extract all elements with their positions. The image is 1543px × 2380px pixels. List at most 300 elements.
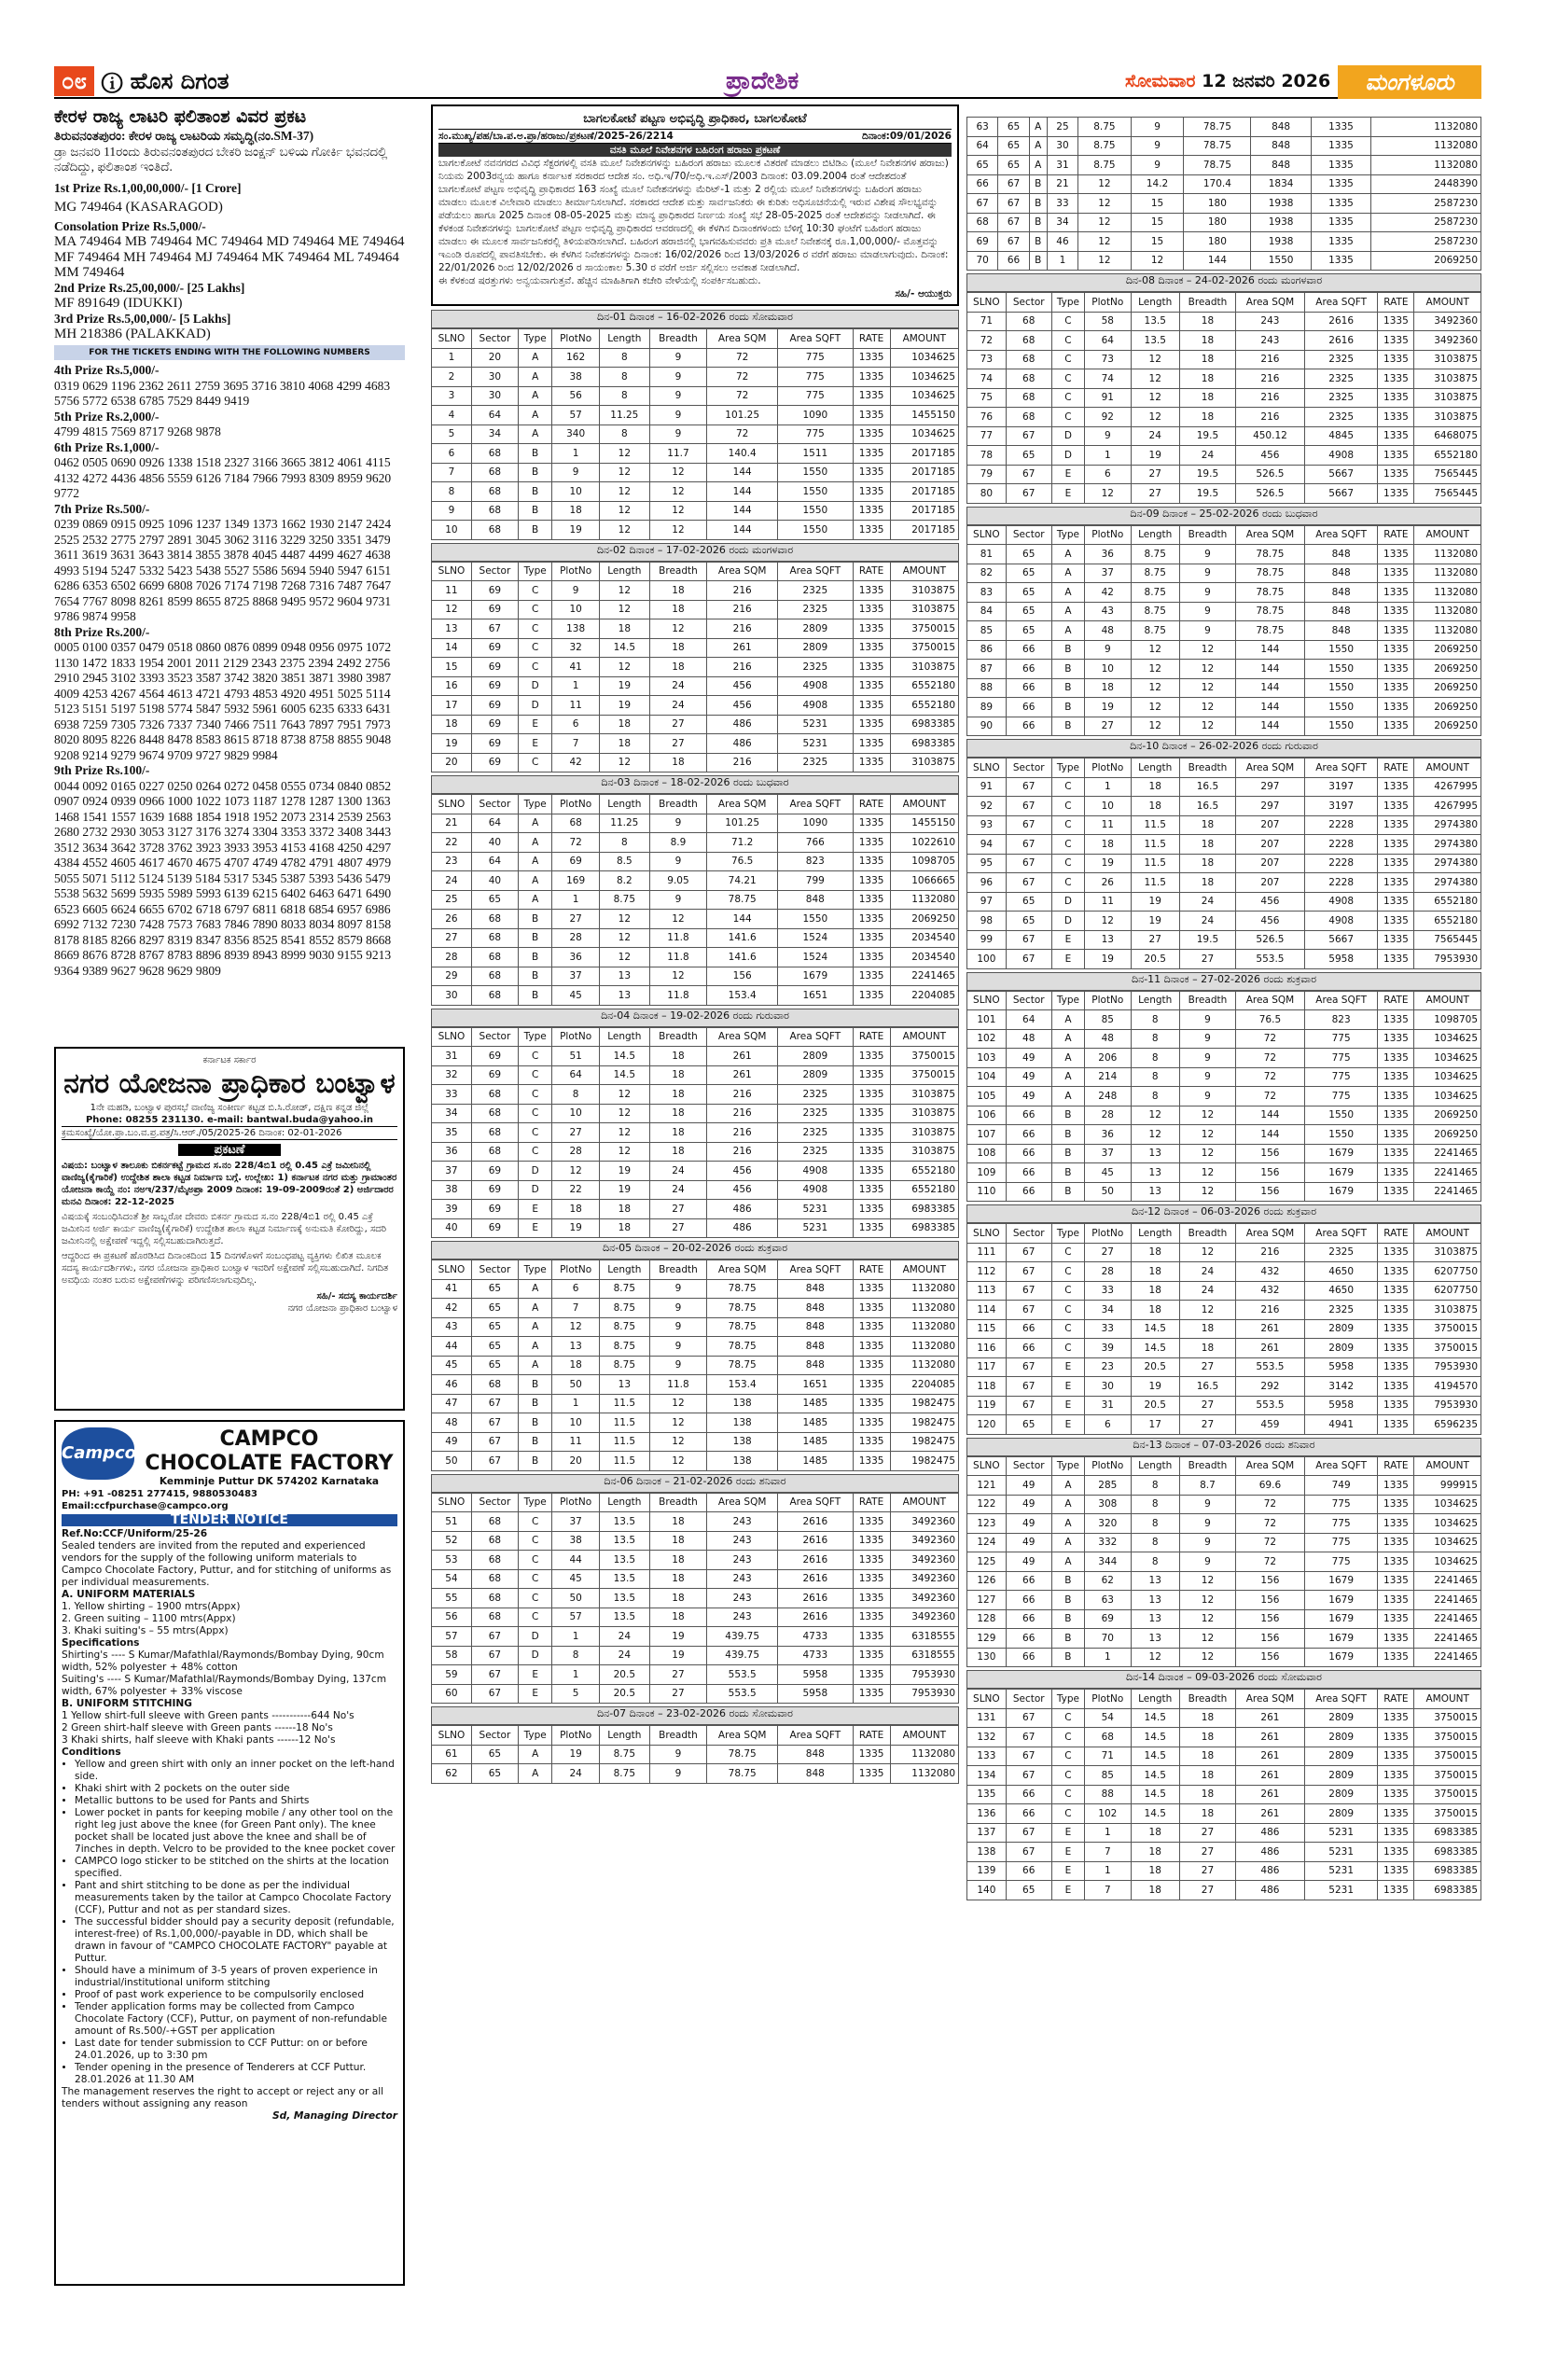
table-cell: 79 <box>967 465 1007 484</box>
table-cell: 1 <box>1047 251 1077 271</box>
table-cell: 10 <box>552 482 600 502</box>
table-cell: 15 <box>432 658 472 677</box>
table-cell: 62 <box>432 1764 472 1784</box>
buda-body-2: ಆದ್ದರಿಂದ ಈ ಪ್ರಕಟಣೆ ಹೊರಡಿಸಿದ ದಿನಾಂಕದಿಂದ 15 ದಿನಗಳೊಳಗೆ ಸಂಬಂಧಪಟ್ಟ ವ್ಯಕ್ತಿಗಳು ಲಿಖಿತ ಮೂಲಕ ಸದಸ್ಯ ಕಾರ್ಯದರ್ಶಿಗಳು, ನಗರ ಯೋಜನಾ ಪ್ರಾಧಿಕಾರ ಬಂಟ್ವಾಳ ಇವರಿಗೆ ಅಕ್ಷೇಪಣೆ ಸಲ್ಲಿಸಬಹುದಾಗಿದೆ. ನಿಗದಿತ ಅವಧಿಯ ನಂತರ ಬರುವ ಅಕ್ಷೇಪಣೆಗಳನ್ನು ಪರಿಗಣಿಸಲಾಗುವುದಿಲ್ಲ. <box>62 1251 389 1286</box>
table-row <box>967 484 1481 504</box>
table-cell: 69 <box>552 852 600 871</box>
column-header: Breadth <box>1179 759 1235 778</box>
table-cell: 44 <box>552 1551 600 1570</box>
condition-item: • Tender opening in the presence of Tenderers at CCF Puttur. 28.01.2026 at 11.30 AM <box>75 2062 397 2086</box>
table-cell: 68 <box>471 1104 518 1123</box>
table-cell: 65 <box>471 1356 518 1375</box>
table-row <box>967 1629 1481 1649</box>
table-cell: 27 <box>1179 950 1235 969</box>
column-header: Type <box>1051 759 1084 778</box>
table-cell: 775 <box>778 425 853 444</box>
table-cell: 33 <box>1047 194 1077 214</box>
table-cell: 16 <box>432 676 472 696</box>
table-row <box>967 621 1481 641</box>
table-cell: 18 <box>1179 1747 1235 1766</box>
table-cell: 27 <box>1179 1823 1235 1843</box>
table-row <box>432 967 959 986</box>
table-row <box>432 348 959 368</box>
table-cell: 65 <box>967 156 998 175</box>
table-cell: 18 <box>649 658 707 677</box>
table-header-row <box>967 293 1481 313</box>
table-cell: 66 <box>1006 1785 1051 1804</box>
column-header: Breadth <box>1179 525 1235 545</box>
table-cell: 18 <box>1179 1339 1235 1358</box>
table-cell: E <box>519 1200 552 1219</box>
table-cell: 48 <box>1006 1029 1051 1049</box>
stitching-heading: B. UNIFORM STITCHING <box>62 1698 192 1709</box>
table-row <box>967 350 1481 369</box>
table-cell: 36 <box>432 1142 472 1162</box>
table-cell: 13 <box>1131 1591 1179 1610</box>
table-cell: 65 <box>471 1337 518 1357</box>
table-cell: 72 <box>967 331 1007 351</box>
column-header: Area SQFT <box>1304 1224 1377 1244</box>
auction-table <box>966 292 1481 504</box>
table-cell: 6552180 <box>1414 912 1481 931</box>
table-cell: 2069250 <box>1414 678 1481 698</box>
column-header: SLNO <box>967 525 1007 545</box>
table-cell: 1550 <box>1304 698 1377 717</box>
table-cell: 243 <box>707 1551 778 1570</box>
table-cell: 67 <box>967 194 998 214</box>
table-cell: 823 <box>778 852 853 871</box>
table-cell: 32 <box>432 1065 472 1085</box>
table-cell: 30 <box>471 386 518 406</box>
table-cell: 66 <box>1006 1125 1051 1145</box>
table-cell: A <box>519 1299 552 1318</box>
table-row <box>967 251 1481 271</box>
column-header: SLNO <box>432 1027 472 1047</box>
table-row <box>432 1531 959 1551</box>
table-cell: 2 <box>432 368 472 387</box>
table-cell: 1335 <box>1378 1182 1414 1202</box>
column-header: Area SQFT <box>778 329 853 349</box>
table-cell: 1335 <box>853 890 890 910</box>
table-cell: 1 <box>552 1394 600 1413</box>
table-cell: 43 <box>1085 602 1131 621</box>
table-cell: 102 <box>967 1029 1007 1049</box>
table-cell: 18 <box>1085 835 1131 855</box>
table-cell: 1550 <box>1304 1106 1377 1125</box>
table-cell: 144 <box>1235 717 1304 736</box>
table-cell: 2017185 <box>890 444 958 464</box>
table-cell: 6983385 <box>890 1200 958 1219</box>
table-cell: 1335 <box>1378 602 1414 621</box>
table-cell: C <box>1051 1243 1084 1262</box>
table-cell: 216 <box>1235 369 1304 389</box>
table-cell: 19 <box>599 696 649 716</box>
table-row <box>967 1087 1481 1106</box>
table-cell: A <box>519 1764 552 1784</box>
table-cell: 65 <box>471 1317 518 1337</box>
column-header: Length <box>1131 1456 1179 1476</box>
table-cell: 1335 <box>853 1684 890 1704</box>
table-row <box>432 928 959 948</box>
column-header: Area SQFT <box>778 1027 853 1047</box>
table-cell: 67 <box>1006 1301 1051 1320</box>
table-cell: B <box>1051 1629 1084 1649</box>
column-header: Area SQM <box>707 1493 778 1512</box>
table-cell: 2325 <box>778 1142 853 1162</box>
table-cell: 2241465 <box>1414 1182 1481 1202</box>
table-cell: C <box>519 1142 552 1162</box>
table-cell: 86 <box>967 640 1007 660</box>
table-cell: 85 <box>967 621 1007 641</box>
table-cell: 7 <box>1085 1843 1131 1862</box>
table-cell: 1335 <box>853 1627 890 1647</box>
table-cell: 1550 <box>1304 717 1377 736</box>
table-cell: 55 <box>432 1589 472 1608</box>
table-cell: 11.5 <box>1131 835 1179 855</box>
table-cell: 1 <box>1085 777 1131 797</box>
table-cell: 67 <box>471 1452 518 1471</box>
table-cell: 64 <box>471 852 518 871</box>
column-header: Type <box>519 1260 552 1280</box>
column-header: Breadth <box>649 1726 707 1746</box>
column-header: PlotNo <box>552 795 600 814</box>
table-cell: 1335 <box>1378 1648 1414 1667</box>
table-cell: 117 <box>967 1357 1007 1377</box>
auction-table <box>966 991 1481 1203</box>
table-cell: 2069250 <box>1414 640 1481 660</box>
table-cell: 8 <box>1131 1049 1179 1068</box>
table-cell: 486 <box>707 734 778 754</box>
table-cell: 2587230 <box>1371 232 1481 252</box>
table-cell: 73 <box>967 350 1007 369</box>
table-cell: 1335 <box>1378 388 1414 408</box>
column-header: Sector <box>1006 1690 1051 1709</box>
table-cell: 27 <box>432 928 472 948</box>
table-cell: 64 <box>471 406 518 425</box>
table-cell: 23 <box>1085 1357 1131 1377</box>
table-cell: 3750015 <box>890 619 958 639</box>
table-cell: 78.75 <box>707 1299 778 1318</box>
table-row <box>432 1551 959 1570</box>
table-cell: 1679 <box>1304 1629 1377 1649</box>
table-cell: 65 <box>998 118 1029 137</box>
table-cell: 46 <box>1047 232 1077 252</box>
fifth-prize-numbers: 4799 4815 7569 8717 9268 9878 <box>54 425 221 438</box>
table-cell: 1550 <box>1304 1125 1377 1145</box>
table-cell: 18 <box>1131 1301 1179 1320</box>
table-cell: 1335 <box>853 1745 890 1764</box>
column-header: SLNO <box>432 1726 472 1746</box>
table-cell: 12 <box>1131 251 1184 271</box>
table-cell: A <box>1051 564 1084 583</box>
table-cell: 1335 <box>1378 678 1414 698</box>
table-cell: 3103875 <box>1414 369 1481 389</box>
table-cell: 24 <box>1179 1262 1235 1282</box>
table-cell: 2034540 <box>890 928 958 948</box>
table-cell: 25 <box>432 890 472 910</box>
column-header: AMOUNT <box>890 1027 958 1047</box>
table-cell: 9 <box>649 1764 707 1784</box>
table-cell: 5 <box>432 425 472 444</box>
table-cell: 67 <box>998 213 1029 232</box>
table-cell: 1335 <box>1378 1591 1414 1610</box>
sixth-prize: 6th Prize Rs.1,000/- <box>54 439 160 454</box>
table-row <box>967 1785 1481 1804</box>
table-cell: A <box>1051 545 1084 564</box>
table-cell: 60 <box>432 1684 472 1704</box>
table-cell: 18 <box>1131 1823 1179 1843</box>
table-cell: 3492360 <box>890 1608 958 1627</box>
table-cell: 47 <box>432 1394 472 1413</box>
table-row <box>967 1747 1481 1766</box>
table-cell: 12 <box>1131 640 1179 660</box>
column-header: RATE <box>1378 525 1414 545</box>
table-cell: E <box>1051 1396 1084 1415</box>
table-row <box>967 1571 1481 1591</box>
table-cell: 456 <box>707 1180 778 1200</box>
table-cell: 69 <box>471 734 518 754</box>
table-row <box>432 444 959 464</box>
table-cell: 20 <box>552 1452 600 1471</box>
table-cell: 9 <box>1131 136 1184 156</box>
table-cell: 1132080 <box>1414 583 1481 603</box>
table-cell: 30 <box>471 368 518 387</box>
table-cell: B <box>519 1413 552 1433</box>
table-cell: 1034625 <box>1414 1087 1481 1106</box>
table-cell: C <box>519 1608 552 1627</box>
table-cell: 27 <box>649 1684 707 1704</box>
table-cell: 18 <box>1131 1262 1179 1282</box>
table-cell: 2325 <box>778 1104 853 1123</box>
table-cell: 6552180 <box>890 696 958 716</box>
table-cell: 2809 <box>1304 1747 1377 1766</box>
table-cell: 51 <box>432 1512 472 1532</box>
table-cell: 67 <box>1006 930 1051 950</box>
table-row <box>967 1728 1481 1747</box>
column-header: Area SQM <box>1235 293 1304 313</box>
table-cell: 2325 <box>778 1085 853 1105</box>
table-cell: 18 <box>599 734 649 754</box>
table-cell: 68 <box>471 986 518 1006</box>
table-row <box>432 814 959 833</box>
table-cell: 2974380 <box>1414 854 1481 873</box>
table-cell: 5231 <box>778 1218 853 1238</box>
table-cell: 4941 <box>1304 1415 1377 1435</box>
table-cell: 1335 <box>1378 1281 1414 1301</box>
column-header: RATE <box>1378 1456 1414 1476</box>
table-cell: 8 <box>1131 1029 1179 1049</box>
table-cell: 1335 <box>853 1162 890 1181</box>
table-row <box>967 174 1481 194</box>
table-cell: 1335 <box>1378 1766 1414 1786</box>
table-cell: 18 <box>1179 854 1235 873</box>
table-cell: 72 <box>707 348 778 368</box>
table-cell: 129 <box>967 1629 1007 1649</box>
table-cell: 1335 <box>1378 1728 1414 1747</box>
table-row <box>967 1609 1481 1629</box>
table-cell: 72 <box>1235 1087 1304 1106</box>
table-cell: 144 <box>1235 1125 1304 1145</box>
table-cell: 64 <box>967 136 998 156</box>
column-header: Area SQM <box>707 562 778 581</box>
table-cell: 45 <box>552 1569 600 1589</box>
table-cell: E <box>519 1665 552 1685</box>
table-row <box>967 1476 1481 1496</box>
table-cell: 1335 <box>853 581 890 601</box>
table-row <box>967 835 1481 855</box>
table-row <box>432 368 959 387</box>
table-header-row <box>432 562 959 581</box>
column-header: SLNO <box>967 1456 1007 1476</box>
table-cell: 12 <box>649 1432 707 1452</box>
table-cell: 138 <box>552 619 600 639</box>
table-cell: 3492360 <box>890 1512 958 1532</box>
column-header: Breadth <box>1179 1456 1235 1476</box>
campco-address: Kemminje Puttur DK 574202 Karnataka <box>159 1476 380 1487</box>
table-cell: 95 <box>967 854 1007 873</box>
table-cell: 66 <box>1006 698 1051 717</box>
table-row <box>432 1162 959 1181</box>
table-row <box>967 1804 1481 1824</box>
seventh-prize-numbers: 0239 0869 0915 0925 1096 1237 1349 1373 1662 1930 2147 2424 2525 2532 2775 2797 2891 3045 3062 3116 3229 3250 3351 3479 3611 3619 3631 3643 3814 3855 3878 4045 4487 4499 4627 4638 4993 5194 5247 5332 5423 5438 5527 5586 5694 5940 5947 6151 6286 6353 6502 6699 6808 7026 7174 7198 7268 7316 7487 7647 7654 7767 8098 8261 8599 8655 8725 8868 9495 9572 9604 9731 9786 9874 9958 <box>54 517 392 623</box>
table-cell: 123 <box>967 1514 1007 1534</box>
column-header: RATE <box>1378 759 1414 778</box>
lottery-intro-2: ಡ್ರಾ ಜನವರಿ 11ರಂದು ತಿರುವನಂತಪುರದ ಬೇಕರಿ ಜಂಕ್ಷನ್ ಬಳಿಯ ಗೋರ್ಕಿ ಭವನದಲ್ಲಿ ನಡೆದಿದ್ದು, ಫಲಿತಾಂಶ ಇಂತಿದೆ. <box>54 144 388 174</box>
table-cell: E <box>1051 465 1084 484</box>
table-row <box>967 1029 1481 1049</box>
table-cell: 8 <box>1131 1533 1179 1552</box>
table-cell: 1524 <box>778 948 853 967</box>
table-cell: 1550 <box>778 521 853 540</box>
table-cell: 85 <box>1085 1010 1131 1030</box>
table-cell: 18 <box>1179 312 1235 331</box>
table-cell: 68 <box>1006 331 1051 351</box>
column-header: Length <box>1131 525 1179 545</box>
table-cell: 1335 <box>1378 1243 1414 1262</box>
table-cell: 21 <box>1047 174 1077 194</box>
table-cell: 67 <box>1006 1281 1051 1301</box>
day-heading: ದಿನ-07 ದಿನಾಂಕ – 23-02-2026 ರಂದು ಸೋಮವಾರ <box>431 1706 959 1725</box>
table-cell: 18 <box>1179 350 1235 369</box>
table-row <box>967 1881 1481 1900</box>
table-cell: 2448390 <box>1371 174 1481 194</box>
table-row <box>967 1049 1481 1068</box>
table-cell: 120 <box>967 1415 1007 1435</box>
table-cell: 24 <box>649 1180 707 1200</box>
table-cell: 90 <box>967 717 1007 736</box>
table-cell: 78.75 <box>707 1745 778 1764</box>
table-cell: 216 <box>707 1123 778 1143</box>
table-cell: C <box>1051 1281 1084 1301</box>
table-cell: 18 <box>649 1608 707 1627</box>
table-cell: 292 <box>1235 1377 1304 1397</box>
table-row <box>432 1684 959 1704</box>
table-cell: 12 <box>1179 1163 1235 1183</box>
table-cell: 13 <box>599 1375 649 1395</box>
table-cell: 9 <box>649 386 707 406</box>
table-cell: 14.5 <box>1131 1319 1179 1339</box>
table-cell: 1335 <box>1311 136 1370 156</box>
table-cell: 13.5 <box>599 1608 649 1627</box>
table-cell: 1 <box>1085 1648 1131 1667</box>
condition-item: • CAMPCO logo sticker to be stitched on the shirts at the location specified. <box>75 1856 397 1880</box>
table-cell: 12 <box>599 521 649 540</box>
table-row <box>432 1337 959 1357</box>
table-cell: 19 <box>552 521 600 540</box>
table-cell: B <box>1051 1648 1084 1667</box>
table-cell: 67 <box>1006 797 1051 816</box>
table-cell: 1335 <box>853 463 890 482</box>
table-cell: 2587230 <box>1371 194 1481 214</box>
table-cell: 1132080 <box>1371 136 1481 156</box>
table-cell: A <box>519 1317 552 1337</box>
table-cell: 65 <box>1006 545 1051 564</box>
table-cell: 6983385 <box>1414 1823 1481 1843</box>
table-cell: 261 <box>1235 1339 1304 1358</box>
table-cell: 13.5 <box>599 1589 649 1608</box>
table-cell: 13 <box>1131 1144 1179 1163</box>
masthead: ⓘ ಹೊಸ ದಿಗಂತ <box>101 68 229 94</box>
column-header: Type <box>519 1493 552 1512</box>
table-cell: 18 <box>552 501 600 521</box>
table-cell: 67 <box>471 1665 518 1685</box>
table-cell: 9 <box>649 1745 707 1764</box>
notice-ref-row <box>438 129 952 144</box>
table-cell: 78.75 <box>707 1337 778 1357</box>
table-cell: 9 <box>1131 156 1184 175</box>
table-cell: 297 <box>1235 777 1304 797</box>
table-cell: 69 <box>1085 1609 1131 1629</box>
table-cell: 24 <box>1179 446 1235 466</box>
table-cell: 12 <box>649 482 707 502</box>
table-cell: 749 <box>1304 1476 1377 1496</box>
column-header: PlotNo <box>552 1493 600 1512</box>
table-cell: 114 <box>967 1301 1007 1320</box>
table-cell: 3492360 <box>1414 312 1481 331</box>
table-cell: 78.75 <box>707 890 778 910</box>
table-cell: 30 <box>1085 1377 1131 1397</box>
table-cell: 2974380 <box>1414 835 1481 855</box>
column-header: Breadth <box>649 562 707 581</box>
table-header-row <box>432 1260 959 1280</box>
table-cell: 6552180 <box>1414 892 1481 912</box>
column-header: PlotNo <box>552 1260 600 1280</box>
table-cell: 15 <box>1131 232 1184 252</box>
table-cell: 1335 <box>853 1512 890 1532</box>
table-cell: 7 <box>552 1299 600 1318</box>
table-cell: D <box>1051 426 1084 446</box>
table-cell: 19.5 <box>1179 426 1235 446</box>
table-cell: 72 <box>1235 1067 1304 1087</box>
day-heading: ದಿನ-10 ದಿನಾಂಕ – 26-02-2026 ರಂದು ಗುರುವಾರ <box>966 739 1481 758</box>
table-cell: A <box>519 1356 552 1375</box>
column-header: Length <box>1131 293 1179 313</box>
table-cell: 1 <box>552 890 600 910</box>
table-row <box>967 446 1481 466</box>
table-cell: 9 <box>1179 1029 1235 1049</box>
table-cell: 1034625 <box>890 348 958 368</box>
table-cell: 30 <box>1047 136 1077 156</box>
table-cell: 65 <box>471 1279 518 1299</box>
table-cell: 1022610 <box>890 833 958 853</box>
table-row <box>967 1843 1481 1862</box>
table-cell: 92 <box>967 797 1007 816</box>
table-cell: 20 <box>471 348 518 368</box>
table-cell: 98 <box>967 912 1007 931</box>
table-cell: 78.75 <box>1235 602 1304 621</box>
table-cell: 1550 <box>1304 678 1377 698</box>
table-cell: 12 <box>1179 678 1235 698</box>
